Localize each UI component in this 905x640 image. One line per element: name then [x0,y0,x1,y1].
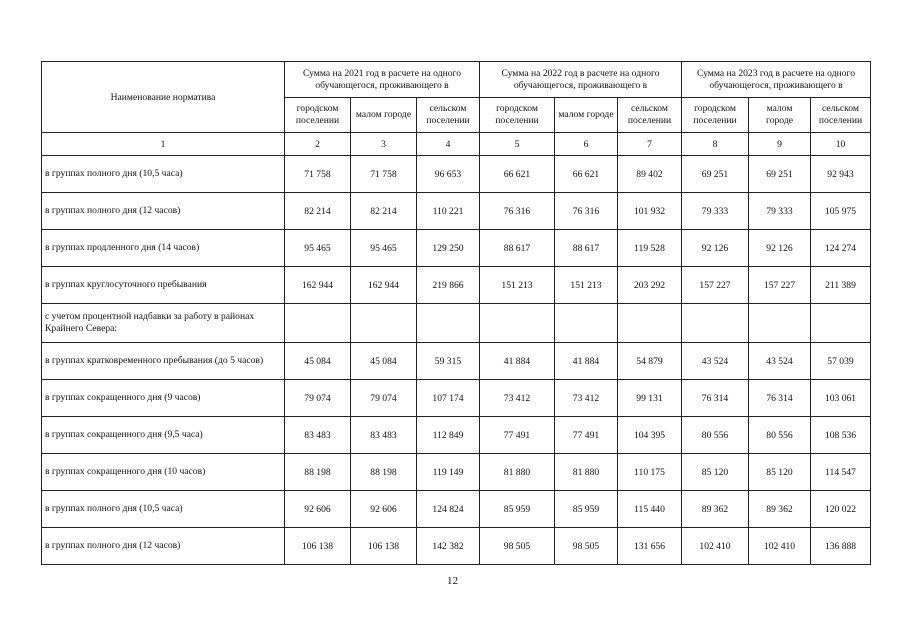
column-number: 2 [285,133,351,156]
value-cell: 76 316 [555,193,618,230]
value-cell [417,304,480,343]
subheader-urban: городском поселении [682,98,749,133]
value-cell: 114 547 [811,454,871,491]
subheader-small-town: малом городе [555,98,618,133]
value-cell: 119 149 [417,454,480,491]
value-cell: 151 213 [555,267,618,304]
value-cell: 157 227 [682,267,749,304]
norm-name-cell: в группах полного дня (10,5 часа) [42,491,285,528]
header-year-2022: Сумма на 2022 год в расчете на одного обучающегося, проживающего в [480,62,682,98]
value-cell: 106 138 [285,528,351,565]
value-cell: 85 959 [555,491,618,528]
value-cell: 203 292 [618,267,682,304]
norm-name-cell: в группах сокращенного дня (10 часов) [42,454,285,491]
value-cell: 66 621 [480,156,555,193]
value-cell: 81 880 [555,454,618,491]
table-row [42,380,871,417]
value-cell: 76 316 [480,193,555,230]
value-cell: 98 505 [555,528,618,565]
value-cell: 115 440 [618,491,682,528]
value-cell: 106 138 [351,528,417,565]
value-cell: 45 084 [351,343,417,380]
value-cell: 142 382 [417,528,480,565]
value-cell: 41 884 [480,343,555,380]
value-cell: 110 221 [417,193,480,230]
value-cell: 99 131 [618,380,682,417]
value-cell: 124 824 [417,491,480,528]
value-cell: 80 556 [682,417,749,454]
norm-name-cell: в группах продленного дня (14 часов) [42,230,285,267]
value-cell: 77 491 [555,417,618,454]
value-cell: 82 214 [351,193,417,230]
column-number: 1 [42,133,285,156]
table-row [42,454,871,491]
value-cell: 104 395 [618,417,682,454]
value-cell: 88 617 [555,230,618,267]
norm-name-cell: в группах сокращенного дня (9 часов) [42,380,285,417]
value-cell: 71 758 [285,156,351,193]
value-cell [618,304,682,343]
value-cell: 69 251 [682,156,749,193]
value-cell [285,304,351,343]
value-cell: 88 617 [480,230,555,267]
subheader-urban: городском поселении [480,98,555,133]
table-body [42,156,871,565]
norm-name-cell: в группах полного дня (12 часов) [42,528,285,565]
value-cell: 85 120 [682,454,749,491]
value-cell: 102 410 [682,528,749,565]
value-cell: 88 198 [285,454,351,491]
value-cell: 79 333 [682,193,749,230]
value-cell: 110 175 [618,454,682,491]
value-cell: 81 880 [480,454,555,491]
column-number: 4 [417,133,480,156]
value-cell: 92 126 [749,230,811,267]
value-cell [480,304,555,343]
value-cell [682,304,749,343]
value-cell: 43 524 [749,343,811,380]
value-cell: 157 227 [749,267,811,304]
table-row [42,304,871,343]
table-row [42,417,871,454]
column-number: 5 [480,133,555,156]
value-cell: 92 606 [285,491,351,528]
normatives-table [41,61,871,565]
subheader-urban: городском поселении [285,98,351,133]
table-row [42,230,871,267]
table-row [42,343,871,380]
header-norm-name: Наименование норматива [42,62,285,133]
subheader-rural: сельском поселении [417,98,480,133]
header-year-2023: Сумма на 2023 год в расчете на одного обучающегося, проживающего в [682,62,871,98]
value-cell: 92 606 [351,491,417,528]
value-cell: 89 402 [618,156,682,193]
norm-name-cell: в группах полного дня (10,5 часа) [42,156,285,193]
value-cell [749,304,811,343]
value-cell: 119 528 [618,230,682,267]
value-cell: 98 505 [480,528,555,565]
value-cell: 211 389 [811,267,871,304]
value-cell: 85 120 [749,454,811,491]
value-cell: 102 410 [749,528,811,565]
norm-name-cell: с учетом процентной надбавки за работу в районах Крайнего Севера: [42,304,285,343]
value-cell: 112 849 [417,417,480,454]
value-cell: 59 315 [417,343,480,380]
column-numbers-row [42,133,871,156]
value-cell: 101 932 [618,193,682,230]
column-number: 6 [555,133,618,156]
value-cell: 79 074 [351,380,417,417]
table-row [42,193,871,230]
value-cell: 43 524 [682,343,749,380]
value-cell: 77 491 [480,417,555,454]
column-number: 8 [682,133,749,156]
value-cell: 96 653 [417,156,480,193]
table-row [42,156,871,193]
norm-name-cell: в группах кратковременного пребывания (до 5 часов) [42,343,285,380]
value-cell: 120 022 [811,491,871,528]
value-cell: 131 656 [618,528,682,565]
table-row [42,528,871,565]
value-cell: 219 866 [417,267,480,304]
value-cell: 76 314 [682,380,749,417]
value-cell: 82 214 [285,193,351,230]
value-cell: 73 412 [480,380,555,417]
value-cell: 79 074 [285,380,351,417]
value-cell: 136 888 [811,528,871,565]
value-cell: 54 879 [618,343,682,380]
norm-name-cell: в группах круглосуточного пребывания [42,267,285,304]
value-cell: 83 483 [285,417,351,454]
value-cell: 124 274 [811,230,871,267]
value-cell: 89 362 [682,491,749,528]
value-cell: 57 039 [811,343,871,380]
table-row [42,267,871,304]
column-number: 9 [749,133,811,156]
value-cell: 162 944 [351,267,417,304]
value-cell: 89 362 [749,491,811,528]
value-cell [351,304,417,343]
subheader-rural: сельском поселении [618,98,682,133]
value-cell: 95 465 [285,230,351,267]
header-year-2021: Сумма на 2021 год в расчете на одного обучающегося, проживающего в [285,62,480,98]
norm-name-cell: в группах сокращенного дня (9,5 часа) [42,417,285,454]
value-cell [811,304,871,343]
value-cell: 76 314 [749,380,811,417]
value-cell: 69 251 [749,156,811,193]
value-cell: 41 884 [555,343,618,380]
subheader-rural: сельском поселении [811,98,871,133]
value-cell: 92 126 [682,230,749,267]
value-cell: 79 333 [749,193,811,230]
value-cell: 66 621 [555,156,618,193]
value-cell: 85 959 [480,491,555,528]
value-cell: 151 213 [480,267,555,304]
value-cell [555,304,618,343]
value-cell: 45 084 [285,343,351,380]
value-cell: 103 061 [811,380,871,417]
norm-name-cell: в группах полного дня (12 часов) [42,193,285,230]
column-number: 3 [351,133,417,156]
value-cell: 129 250 [417,230,480,267]
page-number: 12 [447,575,458,587]
value-cell: 95 465 [351,230,417,267]
value-cell: 80 556 [749,417,811,454]
subheader-small-town: малом городе [749,98,811,133]
value-cell: 73 412 [555,380,618,417]
subheader-small-town: малом городе [351,98,417,133]
value-cell: 108 536 [811,417,871,454]
value-cell: 105 975 [811,193,871,230]
table-row [42,491,871,528]
column-number: 10 [811,133,871,156]
value-cell: 83 483 [351,417,417,454]
value-cell: 71 758 [351,156,417,193]
value-cell: 107 174 [417,380,480,417]
column-number: 7 [618,133,682,156]
value-cell: 162 944 [285,267,351,304]
value-cell: 88 198 [351,454,417,491]
value-cell: 92 943 [811,156,871,193]
